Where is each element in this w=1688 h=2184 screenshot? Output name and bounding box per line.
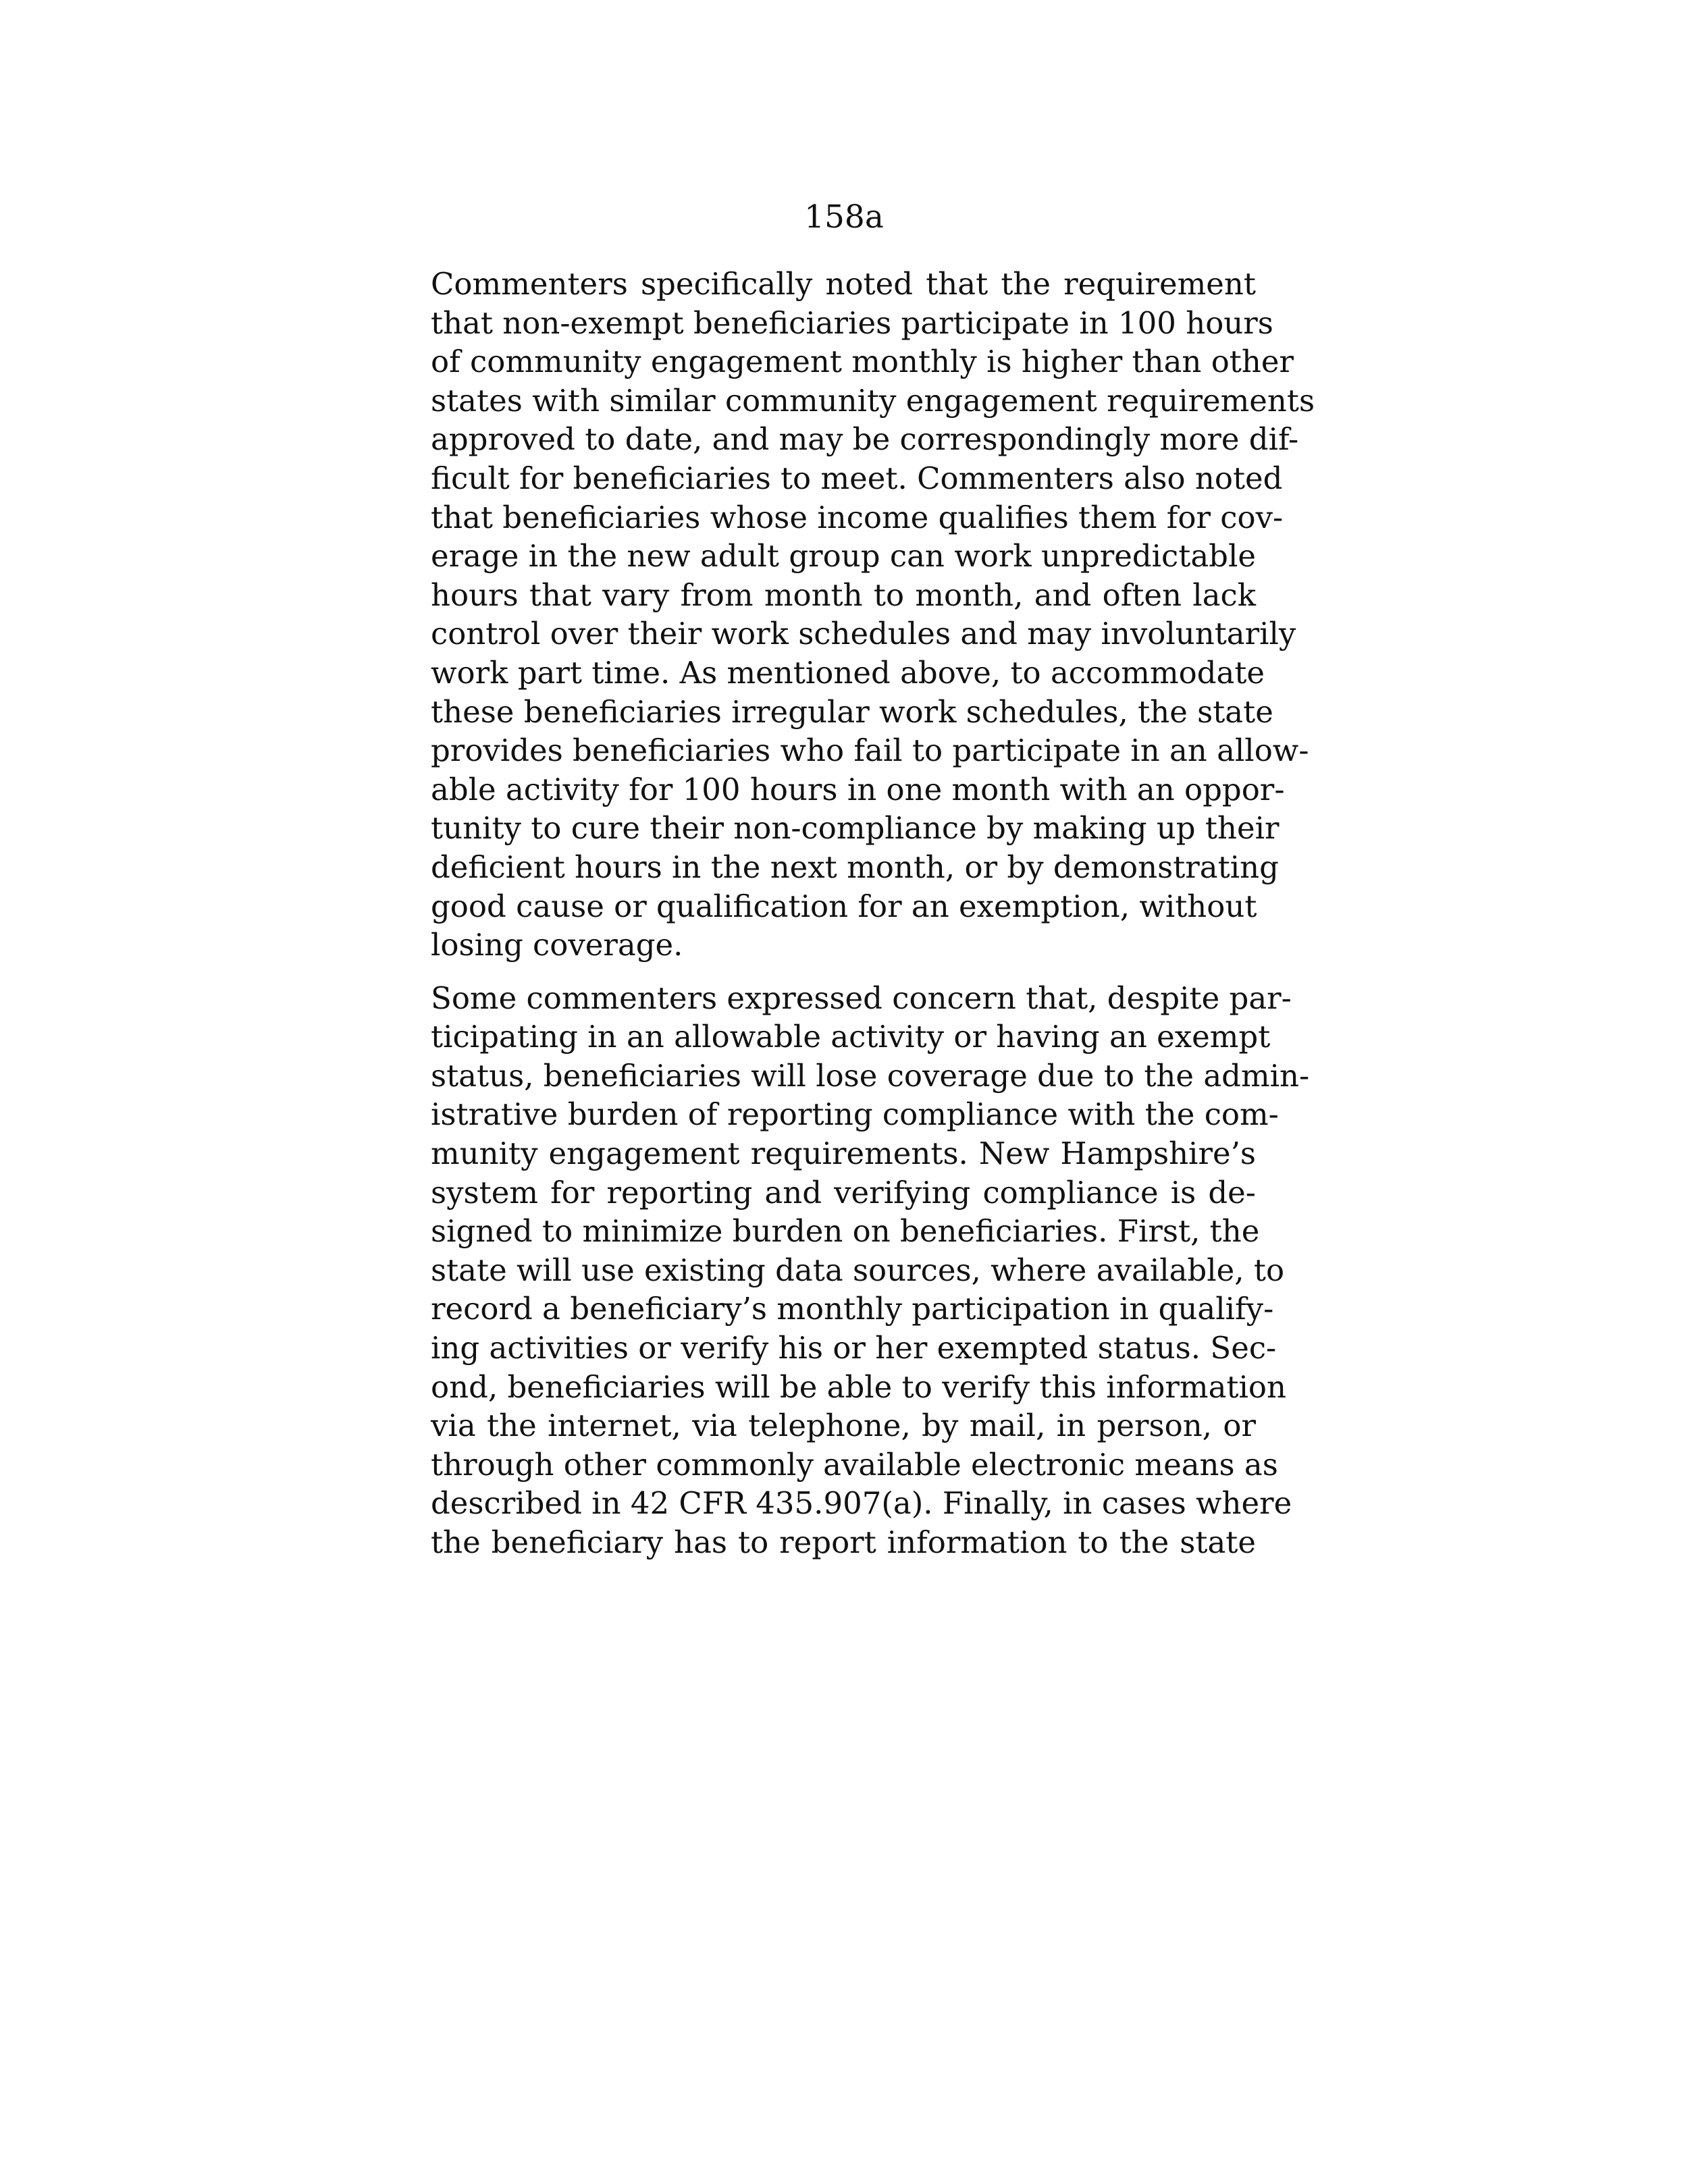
text-line: deficient hours in the next month, or by demonstrating — [431, 849, 1279, 885]
text-line: erage in the new adult group can work unpredictable — [431, 538, 1256, 575]
text-line: control over their work schedules and may involuntarily — [431, 616, 1296, 652]
text-line: status, beneficiaries will lose coverage due to the admin- — [431, 1057, 1310, 1094]
text-line: these beneficiaries irregular work schedules, the state — [431, 693, 1273, 730]
text-line: of community engagement monthly is higher than other — [431, 344, 1294, 380]
text-line: munity engagement requirements. New Hampshire’s — [431, 1136, 1256, 1172]
text-line: work part time. As mentioned above, to accommodate — [431, 654, 1265, 691]
text-line: losing coverage. — [431, 927, 683, 963]
text-line: tunity to cure their non-compliance by making up their — [431, 810, 1280, 847]
text-line: that beneficiaries whose income qualifies them for cov- — [431, 499, 1284, 535]
text-line: ficult for beneficiaries to meet. Commenters also noted — [431, 460, 1283, 496]
text-line: described in 42 CFR 435.907(a). Finally, in cases where — [431, 1485, 1292, 1522]
text-line: approved to date, and may be correspondingly more dif- — [431, 421, 1299, 458]
text-line: istrative burden of reporting compliance with the com- — [431, 1096, 1279, 1133]
text-line: good cause or qualification for an exemption, without — [431, 888, 1257, 924]
text-line: Commenters specifically noted that the requirement — [431, 266, 1256, 302]
text-line: through other commonly available electronic means as — [431, 1446, 1278, 1483]
body-text — [431, 265, 1315, 1562]
text-line: signed to minimize burden on beneficiaries. First, the — [431, 1213, 1260, 1250]
text-line: the beneficiary has to report information to the state — [431, 1524, 1256, 1560]
text-line: via the internet, via telephone, by mail, in person, or — [431, 1408, 1256, 1444]
text-line: Some commenters expressed concern that, despite par- — [431, 980, 1292, 1016]
text-line: ing activities or verify his or her exempted status. Sec- — [431, 1330, 1277, 1366]
paragraph-2 — [431, 979, 1310, 1562]
text-line: ticipating in an allowable activity or having an exempt — [431, 1019, 1271, 1055]
text-line: record a beneficiary’s monthly participation in qualify- — [431, 1291, 1274, 1327]
text-line: able activity for 100 hours in one month with an oppor- — [431, 771, 1285, 807]
text-line: states with similar community engagement requirements — [431, 382, 1315, 419]
text-line: ond, beneficiaries will be able to verify this information — [431, 1368, 1286, 1405]
text-line: system for reporting and verifying compliance is de- — [431, 1174, 1256, 1210]
page-number: 158a — [804, 198, 884, 236]
paragraph-1 — [431, 265, 1315, 965]
text-line: state will use existing data sources, where available, to — [431, 1252, 1285, 1288]
text-line: that non-exempt beneficiaries participate in 100 hours — [431, 304, 1273, 341]
text-line: hours that vary from month to month, and often lack — [431, 577, 1256, 613]
text-line: provides beneficiaries who fail to participate in an allow- — [431, 733, 1309, 769]
